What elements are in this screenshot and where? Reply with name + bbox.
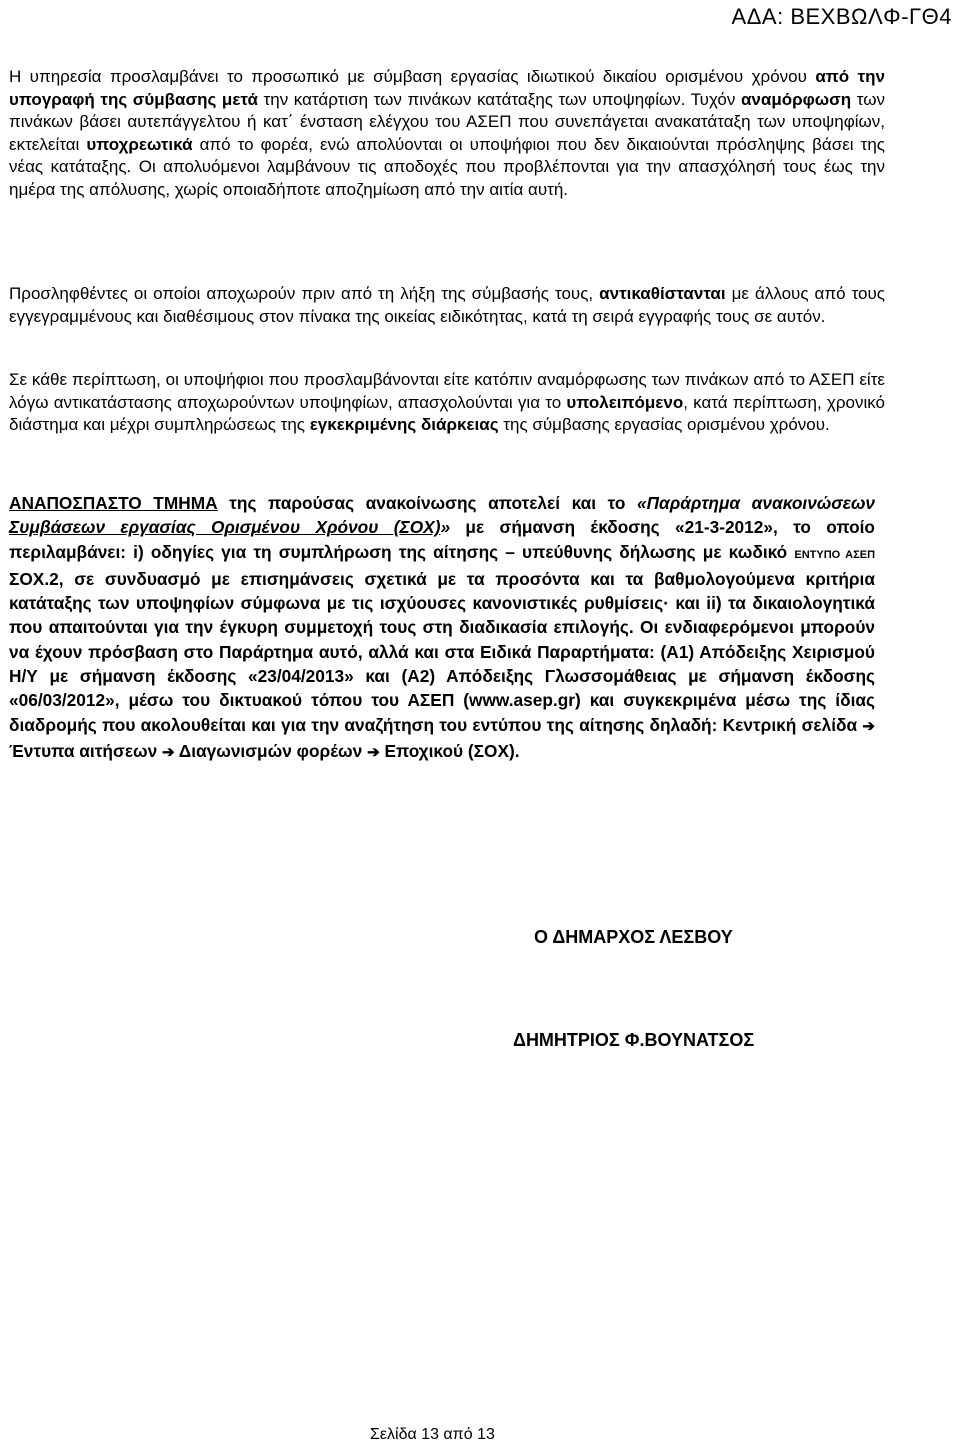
signatory-title: Ο ΔΗΜΑΡΧΟΣ ΛΕΣΒΟΥ [534, 927, 733, 947]
paragraph-hiring-terms [9, 66, 885, 202]
italic-run: «Παράρτημα ανακοινώσεων [637, 493, 876, 513]
path-step: Έντυπα αιτήσεων [9, 740, 163, 761]
arrow-right-icon: ➔ [162, 743, 175, 761]
paragraph-replacement [9, 283, 885, 328]
annex-heading: ΑΝΑΠΟΣΠΑΣΤΟ ΤΜΗΜΑ [9, 493, 218, 513]
signatory-name: ΔΗΜΗΤΡΙΟΣ Φ.ΒΟΥΝΑΤΣΟΣ [513, 1030, 755, 1050]
path-step: Εποχικού (ΣΟΧ). [379, 740, 520, 761]
text-run: Σε κάθε περίπτωση, οι υποψήφιοι που προσλαμβάνονται είτε κατόπιν αναμόρφωσης των πινάκων από το ΑΣΕΠ είτε λόγω αντικατάστασης αποχωρούντων υποψηφίων, απασχολούνται για το [9, 370, 885, 412]
form-code-small: ΕΝΤΥΠΟ ΑΣΕΠ [794, 548, 876, 561]
text-run: της σύμβασης εργασίας ορισμένου χρόνου. [498, 415, 830, 435]
page-number: Σελίδα 13 από 13 [370, 1426, 495, 1443]
annex-paragraph [9, 491, 875, 765]
arrow-right-icon: ➔ [862, 717, 875, 735]
text-run: την κατάρτιση των πινάκων κατάταξης των υποψηφίων. Τυχόν [257, 89, 741, 109]
text-run: με σήμανση έκδοσης «21-3-2012», το οποίο περιλαμβάνει: i) οδηγίες για τη συμπλήρωση της αίτησης – υπεύθυνης δήλωσης με κωδικό [9, 517, 875, 562]
bold-run: από την υπογραφή της σύμβασης μετά [9, 67, 886, 109]
bold-run: εγκεκριμένης διάρκειας [309, 415, 499, 435]
arrow-right-icon: ➔ [367, 743, 380, 761]
bold-run: αντικαθίστανται [599, 284, 726, 303]
text-run: των πινάκων βάσει αυτεπάγγελτου ή κατ΄ ένσταση ελέγχου του ΑΣΕΠ που συνεπάγεται ανακατάταξη των υποψηφίων, εκτελείται [9, 89, 885, 154]
text-run: Η υπηρεσία προσλαμβάνει το προσωπικό με σύμβαση εργασίας ιδιωτικού δικαίου ορισμένου χρόνου [9, 67, 816, 86]
path-step: Διαγωνισμών φορέων [174, 740, 368, 761]
text-run: Προσληφθέντες οι οποίοι αποχωρούν πριν από τη λήξη της σύμβασής τους, [9, 284, 600, 303]
text-run: , κατά περίπτωση, χρονικό διάστημα και μέχρι συμπληρώσεως της [9, 392, 886, 435]
bold-run: υπολειπόμενο [566, 392, 684, 412]
italic-underline-run: Συμβάσεων εργασίας Ορισμένου Χρόνου (ΣΟΧ) [9, 517, 441, 538]
italic-run: » [440, 517, 451, 538]
paragraph-duration [9, 369, 885, 437]
text-run: ΣΟΧ.2, σε συνδυασμό με επισημάνσεις σχετικά με τα προσόντα και τα βαθμολογούμενα κριτήρια κατάταξης των υποψηφίων σύμφωνα με τις ισχύουσες κανονιστικές ρυθμίσεις· και ii) τα δικαιολογητικά που απαιτούνται για την έγκυρη συμμετοχή τους στη διαδικασία επιλογής. Οι ενδιαφερόμενοι μπορούν να έχουν πρόσβαση στο Παράρτημα αυτό, αλλά και στα Ειδικά Παραρτήματα: (Α1) Απόδειξης Χειρισμού Η/Υ με σήμανση έκδοσης «23/04/2013» και (Α2) Απόδειξης Γλωσσομάθειας με σήμανση έκδοσης «06/03/2012», μέσω του δικτυακού τόπου του ΑΣΕΠ (www.asep.gr) και συγκεκριμένα μέσω της ίδιας διαδρομής που ακολουθείται και για την αναζήτηση του εντύπου της αίτησης δηλαδή: Κεντρική σελίδα [9, 568, 875, 735]
text-run: από το φορέα, ενώ απολύονται οι υποψήφιοι που δεν δικαιούνται πρόσληψης βάσει της νέας κατάταξης. Οι απολυόμενοι λαμβάνουν τις αποδοχές που προβλέπονται για την απασχόλησή τους έως την ημέρα της απόλυσης, χωρίς οποιαδήποτε αποζημίωση από την αιτία αυτή. [9, 134, 885, 199]
bold-run: αναμόρφωση [740, 89, 852, 109]
bold-run: υποχρεωτικά [86, 134, 193, 154]
text-run: με άλλους από τους εγγεγραμμένους και διαθέσιμους στον πίνακα της οικείας ειδικότητας, κατά τη σειρά εγγραφής τους σε αυτόν. [9, 284, 885, 326]
ada-code: ΑΔΑ: ΒΕΧΒΩΛΦ-ΓΘ4 [731, 4, 952, 29]
text-run: της παρούσας ανακοίνωσης αποτελεί και το [217, 493, 637, 513]
